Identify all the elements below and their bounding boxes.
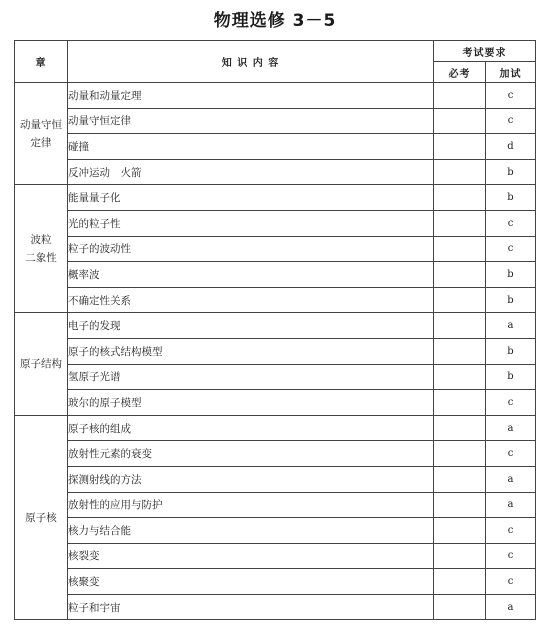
elective-level-cell: a (486, 466, 536, 492)
topic-cell: 不确定性关系 (68, 287, 434, 313)
elective-level-cell: c (486, 83, 536, 109)
table-row (15, 492, 536, 518)
topic-cell: 碰撞 (68, 134, 434, 160)
topic-cell: 反冲运动 火箭 (68, 159, 434, 185)
elective-level-cell: c (486, 569, 536, 595)
topic-cell: 氢原子光谱 (68, 364, 434, 390)
elective-level-cell: b (486, 364, 536, 390)
elective-level-cell: d (486, 134, 536, 160)
chapter-name (15, 415, 68, 620)
topic-cell: 原子核的组成 (68, 415, 434, 441)
table-row (15, 364, 536, 390)
chapter-name-line: 原子结构 (20, 358, 62, 371)
required-level-cell (434, 441, 486, 467)
elective-level-cell: c (486, 518, 536, 544)
elective-level-cell: a (486, 594, 536, 620)
required-header: 必考 (434, 62, 486, 83)
chapter-header: 章 (15, 41, 68, 83)
elective-level-cell: c (486, 441, 536, 467)
elective-level-cell: a (486, 415, 536, 441)
elective-header: 加试 (486, 62, 536, 83)
content-header: 知 识 内 容 (68, 41, 434, 83)
elective-level-cell: c (486, 543, 536, 569)
table-row (15, 108, 536, 134)
exam-requirement-header: 考试要求 (434, 41, 536, 62)
required-level-cell (434, 466, 486, 492)
table-row (15, 210, 536, 236)
chapter-name-line: 波粒 (30, 233, 52, 246)
elective-level-cell: b (486, 185, 536, 211)
table-row (15, 262, 536, 288)
elective-level-cell: c (486, 108, 536, 134)
topic-cell: 电子的发现 (68, 313, 434, 339)
table-row (15, 338, 536, 364)
topic-cell: 放射性的应用与防护 (68, 492, 434, 518)
table-row (15, 83, 536, 109)
chapter-name-line: 动量守恒 (20, 118, 62, 131)
chapter-name (15, 185, 68, 313)
table-row (15, 134, 536, 160)
table-row (15, 594, 536, 620)
table-row (15, 185, 536, 211)
required-level-cell (434, 594, 486, 620)
required-level-cell (434, 134, 486, 160)
page-title: 物理选修 3－5 (213, 11, 337, 31)
required-level-cell (434, 518, 486, 544)
table-row (15, 236, 536, 262)
topic-cell: 概率波 (68, 262, 434, 288)
topic-cell: 探测射线的方法 (68, 466, 434, 492)
topic-cell: 核聚变 (68, 569, 434, 595)
elective-level-cell: c (486, 390, 536, 416)
required-level-cell (434, 338, 486, 364)
table-row (15, 313, 536, 339)
chapter-name (15, 83, 68, 185)
topic-cell: 粒子和宇宙 (68, 594, 434, 620)
table-row (15, 543, 536, 569)
table-row (15, 287, 536, 313)
table-body (15, 83, 536, 620)
topic-cell: 动量和动量定理 (68, 83, 434, 109)
table-row (15, 159, 536, 185)
elective-level-cell: c (486, 210, 536, 236)
required-level-cell (434, 313, 486, 339)
topic-cell: 光的粒子性 (68, 210, 434, 236)
topic-cell: 核力与结合能 (68, 518, 434, 544)
table-row (15, 390, 536, 416)
required-level-cell (434, 159, 486, 185)
chapter-name-line: 定律 (30, 136, 52, 149)
elective-level-cell: b (486, 159, 536, 185)
required-level-cell (434, 364, 486, 390)
elective-level-cell: b (486, 287, 536, 313)
required-level-cell (434, 236, 486, 262)
required-level-cell (434, 210, 486, 236)
elective-level-cell: a (486, 313, 536, 339)
elective-level-cell: b (486, 338, 536, 364)
required-level-cell (434, 492, 486, 518)
topic-cell: 粒子的波动性 (68, 236, 434, 262)
header-row (15, 41, 536, 62)
required-level-cell (434, 83, 486, 109)
elective-level-cell: a (486, 492, 536, 518)
table-row (15, 415, 536, 441)
syllabus-table (14, 40, 536, 620)
topic-cell: 动量守恒定律 (68, 108, 434, 134)
chapter-name (15, 313, 68, 415)
topic-cell: 能量量子化 (68, 185, 434, 211)
table-row (15, 569, 536, 595)
required-level-cell (434, 415, 486, 441)
required-level-cell (434, 390, 486, 416)
elective-level-cell: c (486, 236, 536, 262)
topic-cell: 核裂变 (68, 543, 434, 569)
chapter-name-line: 二象性 (25, 251, 57, 264)
table-row (15, 466, 536, 492)
required-level-cell (434, 569, 486, 595)
chapter-name-line: 原子核 (25, 511, 57, 524)
required-level-cell (434, 543, 486, 569)
required-level-cell (434, 185, 486, 211)
topic-cell: 玻尔的原子模型 (68, 390, 434, 416)
table-row (15, 441, 536, 467)
required-level-cell (434, 108, 486, 134)
topic-cell: 原子的核式结构模型 (68, 338, 434, 364)
required-level-cell (434, 262, 486, 288)
required-level-cell (434, 287, 486, 313)
topic-cell: 放射性元素的衰变 (68, 441, 434, 467)
table-row (15, 518, 536, 544)
elective-level-cell: b (486, 262, 536, 288)
